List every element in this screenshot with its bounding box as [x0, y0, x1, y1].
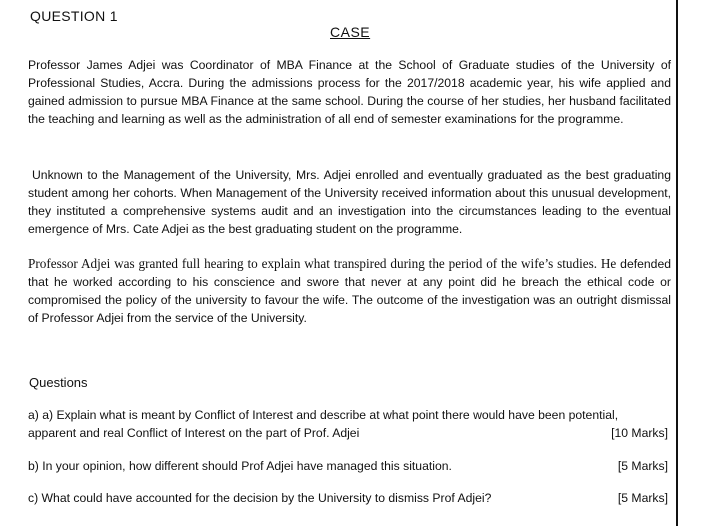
case-paragraph-1: Professor James Adjei was Coordinator of MBA Finance at the School of Graduate studies of the University of Professional Studies, Accra. During the admissions process for the 2017/2018 academic year, his wife applied and gained admission to pursue MBA Finance at the same school. During the course of her studies, her husband facilitated the teaching and learning as well as the administration of all end of semester examinations for the programme.: [28, 58, 671, 126]
page-right-border: [676, 0, 678, 526]
question-a-text-line2: apparent and real Conflict of Interest on the part of Prof. Adjei: [28, 426, 360, 440]
case-paragraph-3-lead: Professor Adjei was granted full hearing to explain what transpired during the period of the wife’s studies. He: [28, 256, 617, 271]
question-a-line2-row: [28, 424, 668, 442]
question-a-text-line1: a) a) Explain what is meant by Conflict of Interest and describe at what point there would have been potential,: [28, 408, 619, 422]
question-b-marks: [5 Marks]: [617, 459, 668, 473]
question-c: [28, 489, 668, 507]
question-c-marks: [5 Marks]: [617, 491, 668, 505]
case-paragraph-3: [28, 255, 671, 327]
questions-label: Questions: [29, 375, 88, 390]
case-paragraph-2: Unknown to the Management of the University, Mrs. Adjei enrolled and eventually graduated as the best graduating student among her cohorts. When Management of the University received information about this unusual development, they instituted a comprehensive systems audit and an investigation into the circumstances leading to the eventual emergence of Mrs. Cate Adjei as the best graduating student on the programme.: [28, 168, 671, 236]
case-paragraph-3-rest: defended that he worked according to his conscience and swore that never at any point did he breach the ethical code or compromised the policy of the university to favour the wife. The outcome of the investigation was an outright dismissal of Professor Adjei from the service of the University.: [28, 257, 672, 325]
question-a: [28, 406, 668, 442]
question-a-marks: [10 Marks]: [611, 426, 668, 440]
question-b: [28, 457, 668, 475]
question-c-text: c) What could have accounted for the decision by the University to dismiss Prof Adjei?: [28, 491, 492, 505]
case-title: CASE: [330, 24, 371, 40]
question-b-text: b) In your opinion, how different should Prof Adjei have managed this situation.: [28, 459, 452, 473]
question-heading: QUESTION 1: [30, 8, 118, 24]
